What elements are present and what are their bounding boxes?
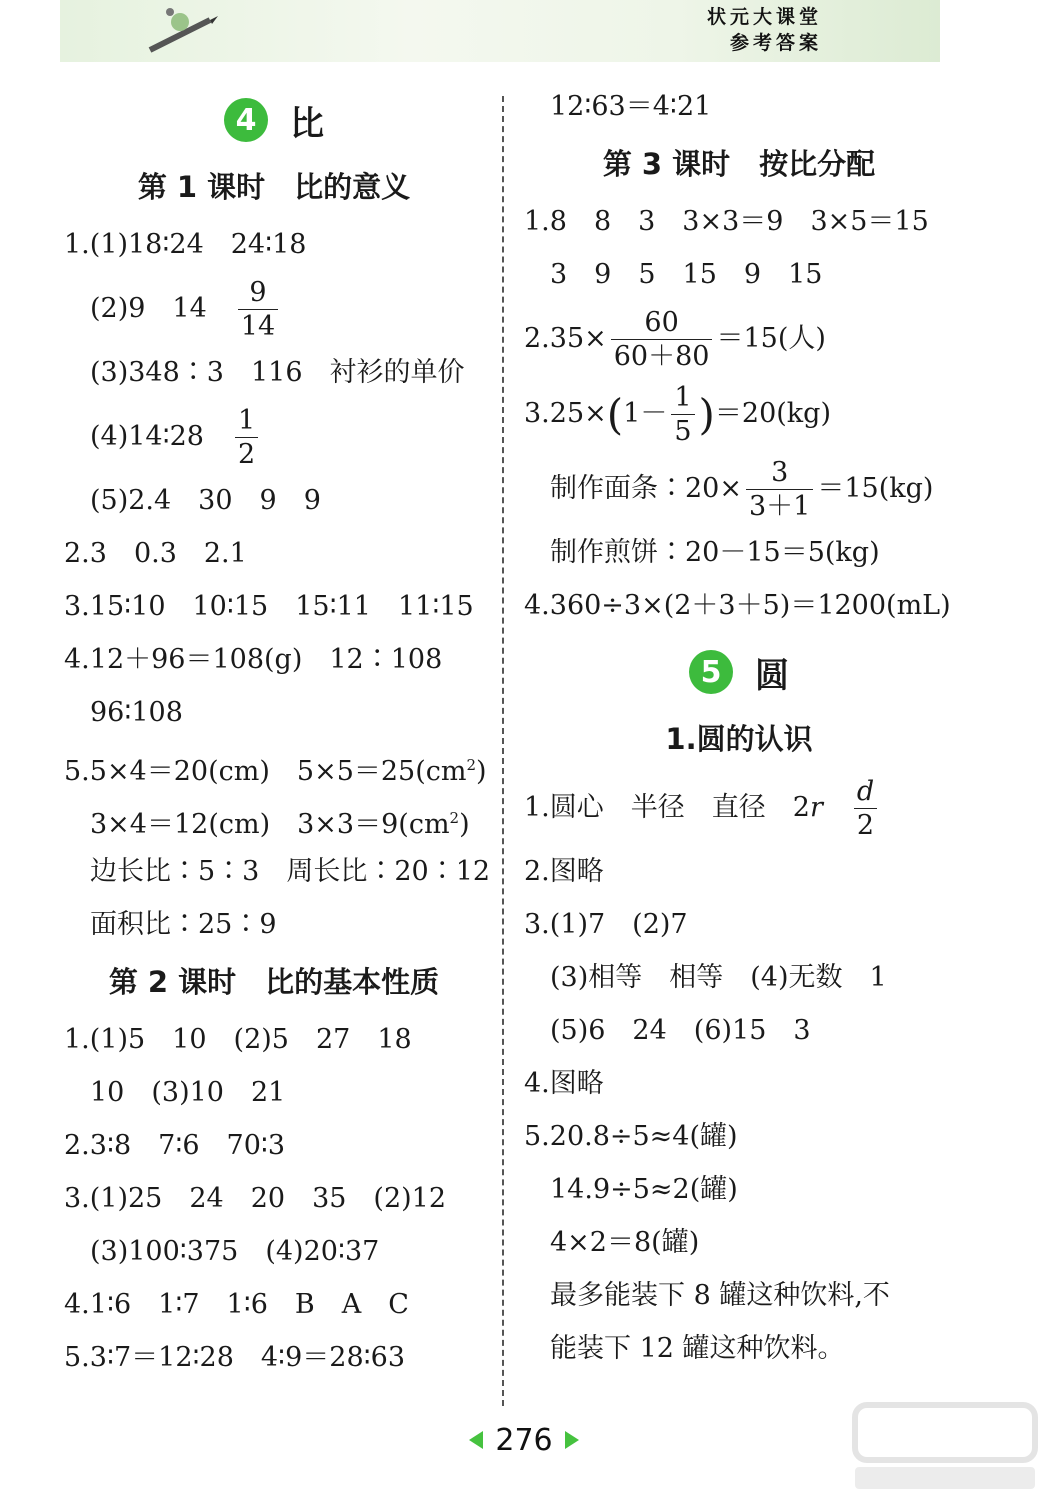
- answer-text: 3×4＝12(cm) 3×3＝9(cm: [90, 809, 450, 840]
- section-1-title: 1.圆的认识: [665, 722, 813, 756]
- chapter-number-badge: 4: [224, 98, 268, 142]
- numerator: 1: [238, 405, 256, 436]
- lesson-1-title: 第 1 课时 比的意义: [137, 170, 411, 204]
- page-number: 276: [495, 1422, 553, 1458]
- answer-line: 1.8 8 3 3×3＝9 3×5＝15: [524, 206, 929, 237]
- answer-line: 3.15∶10 10∶15 15∶11 11∶15: [64, 591, 474, 622]
- column-divider: [502, 96, 504, 1406]
- answer-line: 最多能装下 8 罐这种饮料,不: [550, 1280, 890, 1311]
- chapter-4-heading: [64, 84, 484, 156]
- answer-line: 4.360÷3×(2＋3＋5)＝1200(mL): [524, 590, 951, 621]
- answer-line: 2.3∶8 7∶6 70∶3: [64, 1130, 286, 1161]
- brand-line-1: 状元大课堂: [706, 6, 822, 28]
- answer-line: 3 9 5 15 9 15: [550, 259, 823, 290]
- page-header: [60, 0, 940, 62]
- answer-line: [524, 770, 954, 845]
- numerator: 1: [674, 382, 692, 413]
- answer-text: ): [476, 756, 487, 787]
- lesson-3-title: 第 3 课时 按比分配: [602, 147, 876, 181]
- answer-text: 1－: [623, 398, 668, 429]
- numerator: d: [856, 776, 875, 807]
- answer-line: 10 (3)10 21: [90, 1077, 286, 1108]
- denominator: 2: [854, 808, 877, 839]
- answer-text: 3.25×: [524, 398, 607, 429]
- right-column: [524, 80, 954, 1375]
- chapter-title: 圆: [755, 655, 789, 696]
- lesson-2-title: 第 2 课时 比的基本性质: [108, 965, 440, 999]
- answer-line: 4×2＝8(罐): [550, 1227, 700, 1258]
- answer-line: 2.图略: [524, 856, 604, 887]
- answer-text: 1.圆心 半径 直径 2: [524, 792, 810, 823]
- numerator: 9: [249, 277, 267, 308]
- fraction: [235, 407, 258, 468]
- answer-line: [64, 271, 484, 346]
- answer-line: 5.3∶7＝12∶28 4∶9＝28∶63: [64, 1342, 406, 1373]
- answer-line: (3)100∶375 (4)20∶37: [90, 1236, 380, 1267]
- chapter-5-heading: [524, 636, 954, 708]
- denominator: 60＋80: [611, 339, 713, 370]
- answer-text: 5.5×4＝20(cm) 5×5＝25(cm: [64, 756, 467, 787]
- answer-line: [64, 218, 484, 271]
- right-paren-icon: ): [698, 390, 715, 439]
- brand-label: [707, 4, 822, 56]
- brand-line-2: 参考答案: [729, 32, 822, 54]
- answer-line: 4.12＋96＝108(g) 12∶108: [64, 644, 443, 675]
- numerator: 3: [771, 457, 789, 488]
- superscript: 2: [449, 809, 460, 827]
- left-paren-icon: (: [606, 390, 624, 439]
- answer-line: [524, 301, 954, 376]
- answer-line: 12∶63＝4∶21: [550, 91, 712, 122]
- variable-r: r: [809, 792, 823, 823]
- answer-line: 5.20.8÷5≈4(罐): [524, 1121, 738, 1152]
- answer-line: 4.图略: [524, 1068, 604, 1099]
- denominator: 5: [671, 414, 694, 445]
- answer-text: ): [459, 809, 470, 840]
- answer-line: 3.(1)25 24 20 35 (2)12: [64, 1183, 447, 1214]
- answer-line: 面积比∶25∶9: [90, 909, 277, 940]
- answer-text: ＝20(kg): [714, 398, 831, 429]
- numerator: 60: [644, 307, 679, 338]
- answer-line: 边长比∶5∶3 周长比∶20∶12: [90, 856, 491, 887]
- fraction: [611, 309, 713, 370]
- answer-text: 制作面条∶20×: [550, 473, 742, 504]
- answer-text: (2)9 14: [90, 293, 234, 324]
- answer-text: 2.35×: [524, 323, 607, 354]
- answer-line: (5)6 24 (6)15 3: [550, 1015, 811, 1046]
- answer-text: (4)14∶28: [90, 421, 231, 452]
- answer-text: ＝15(人): [716, 323, 826, 354]
- answer-line: 1.(1)5 10 (2)5 27 18: [64, 1024, 412, 1055]
- answer-line: (5)2.4 30 9 9: [90, 485, 321, 516]
- pencil-mascot-icon: [140, 0, 220, 62]
- answer-line: [64, 739, 487, 792]
- fraction: [238, 279, 278, 340]
- fraction: [854, 778, 877, 839]
- answer-text: ＝15(kg): [817, 473, 934, 504]
- answer-text: 1.(1)18∶24 24∶18: [64, 229, 307, 260]
- left-column: [64, 80, 491, 1384]
- fraction: [746, 459, 813, 520]
- answer-line: (3)348∶3 116 衬衫的单价: [90, 357, 465, 388]
- chapter-title: 比: [290, 103, 324, 144]
- answer-line: [64, 399, 484, 474]
- answer-line: 制作煎饼∶20－15＝5(kg): [550, 537, 880, 568]
- next-triangle-icon: [565, 1431, 579, 1449]
- superscript: 2: [466, 756, 477, 774]
- answer-line: 96∶108: [90, 697, 183, 728]
- denominator: 14: [238, 309, 278, 340]
- watermark-logo-icon: [850, 1395, 1040, 1495]
- answer-line: 2.3 0.3 2.1: [64, 538, 247, 569]
- answer-line: [64, 792, 484, 845]
- denominator: 3＋1: [746, 489, 813, 520]
- answer-line: 3.(1)7 (2)7: [524, 909, 688, 940]
- answer-line: 能装下 12 罐这种饮料。: [550, 1333, 845, 1364]
- chapter-number-badge: 5: [689, 650, 733, 694]
- answer-line: [524, 376, 954, 451]
- answer-line: 14.9÷5≈2(罐): [550, 1174, 738, 1205]
- answer-line: [524, 451, 954, 526]
- fraction: [671, 384, 694, 445]
- prev-triangle-icon: [469, 1431, 483, 1449]
- answer-line: 4.1∶6 1∶7 1∶6 B A C: [64, 1289, 409, 1320]
- answer-line: (3)相等 相等 (4)无数 1: [550, 962, 887, 993]
- denominator: 2: [235, 437, 258, 468]
